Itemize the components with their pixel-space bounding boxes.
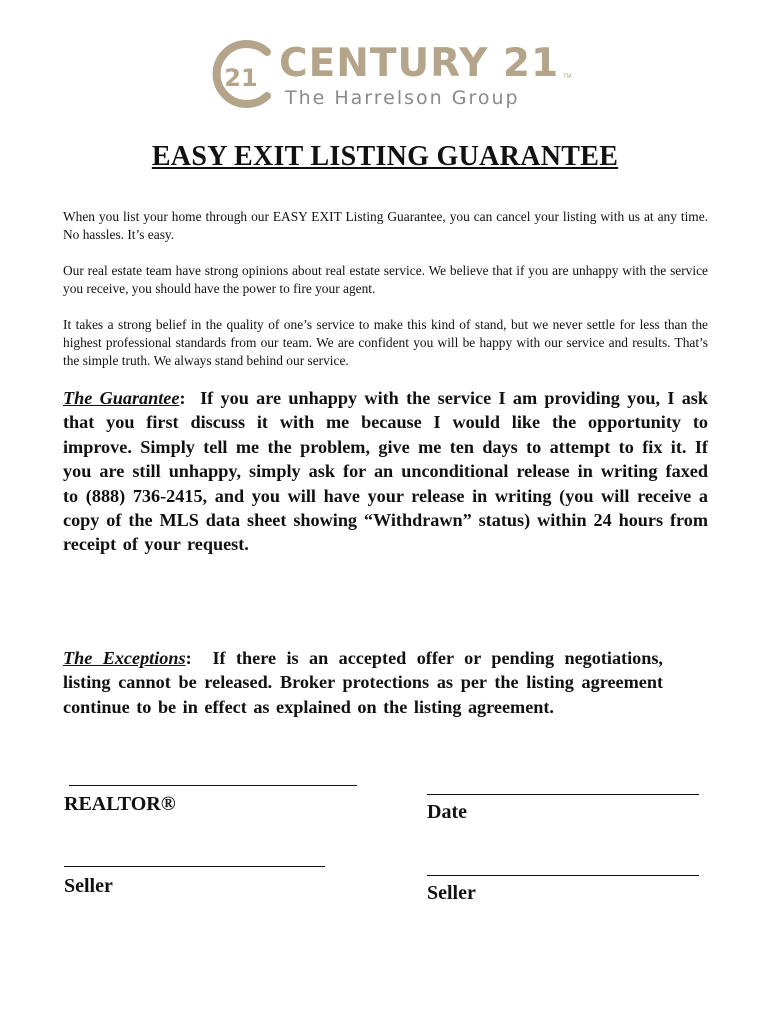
date-label: Date xyxy=(427,801,467,823)
date-signature-line xyxy=(427,794,699,795)
seller-label-1: Seller xyxy=(64,875,113,897)
guarantee-text: If you are unhappy with the service I am providing you, I ask that you first discuss it with me because I would like the opportunity to improve. Simply tell me the problem, give me ten days to attempt to fix it. If you are still unhappy, simply ask for an unconditional release in writing faxed to (888) 736-2415, and you will have your release in writing (you will receive a copy of the MLS data sheet showing “Withdrawn” status) within 24 hours from receipt of your request. xyxy=(63,388,708,555)
office-name: The Harrelson Group xyxy=(285,87,520,109)
realtor-label: REALTOR® xyxy=(64,793,176,815)
century21-seal-icon xyxy=(205,34,277,114)
seller-signature-line-2 xyxy=(427,875,699,876)
intro-paragraph: When you list your home through our EASY EXIT Listing Guarantee, you can cancel your listing with us at any time. No hassles. It’s easy. xyxy=(63,209,708,242)
document-title: EASY EXIT LISTING GUARANTEE xyxy=(151,141,619,172)
svg-text:21: 21 xyxy=(224,64,258,92)
seller-label-2: Seller xyxy=(427,882,476,904)
seller-signature-line-1 xyxy=(64,866,325,867)
exceptions-text: If there is an accepted offer or pending negotiations, listing cannot be released. Broker protections as per the listing agreement continue to be in effect as explained on the listing agreement. xyxy=(63,648,663,717)
exceptions-section: The Exceptions: If there is an accepted offer or pending negotiations, listing cannot be released. Broker protections as per the listing agreement continue to be in effect as explained on the listing agreement. xyxy=(63,648,663,717)
trademark-mark: TM xyxy=(563,74,572,80)
guarantee-label: The Guarantee xyxy=(63,388,180,408)
opinion-paragraph: Our real estate team have strong opinions about real estate service. We believe that if you are unhappy with the service you receive, you should have the power to fire your agent. xyxy=(63,263,708,296)
realtor-signature-line xyxy=(69,785,357,786)
belief-paragraph: It takes a strong belief in the quality of one’s service to make this kind of stand, but we never settle for less than the highest professional standards from our team. We are confident you will be happy with our service and results. That’s the simple truth. We always stand behind our service. xyxy=(63,317,708,368)
guarantee-section: The Guarantee: If you are unhappy with the service I am providing you, I ask that you first discuss it with me because I would like the opportunity to improve. Simply tell me the problem, give me ten days to attempt to fix it. If you are still unhappy, simply ask for an unconditional release in writing faxed to (888) 736-2415, and you will have your release in writing (you will receive a copy of the MLS data sheet showing “Withdrawn” status) within 24 hours from receipt of your request. xyxy=(63,388,708,555)
brand-name: CENTURY 21 xyxy=(279,41,560,86)
century21-logo xyxy=(205,34,585,114)
exceptions-label: The Exceptions xyxy=(63,648,186,668)
